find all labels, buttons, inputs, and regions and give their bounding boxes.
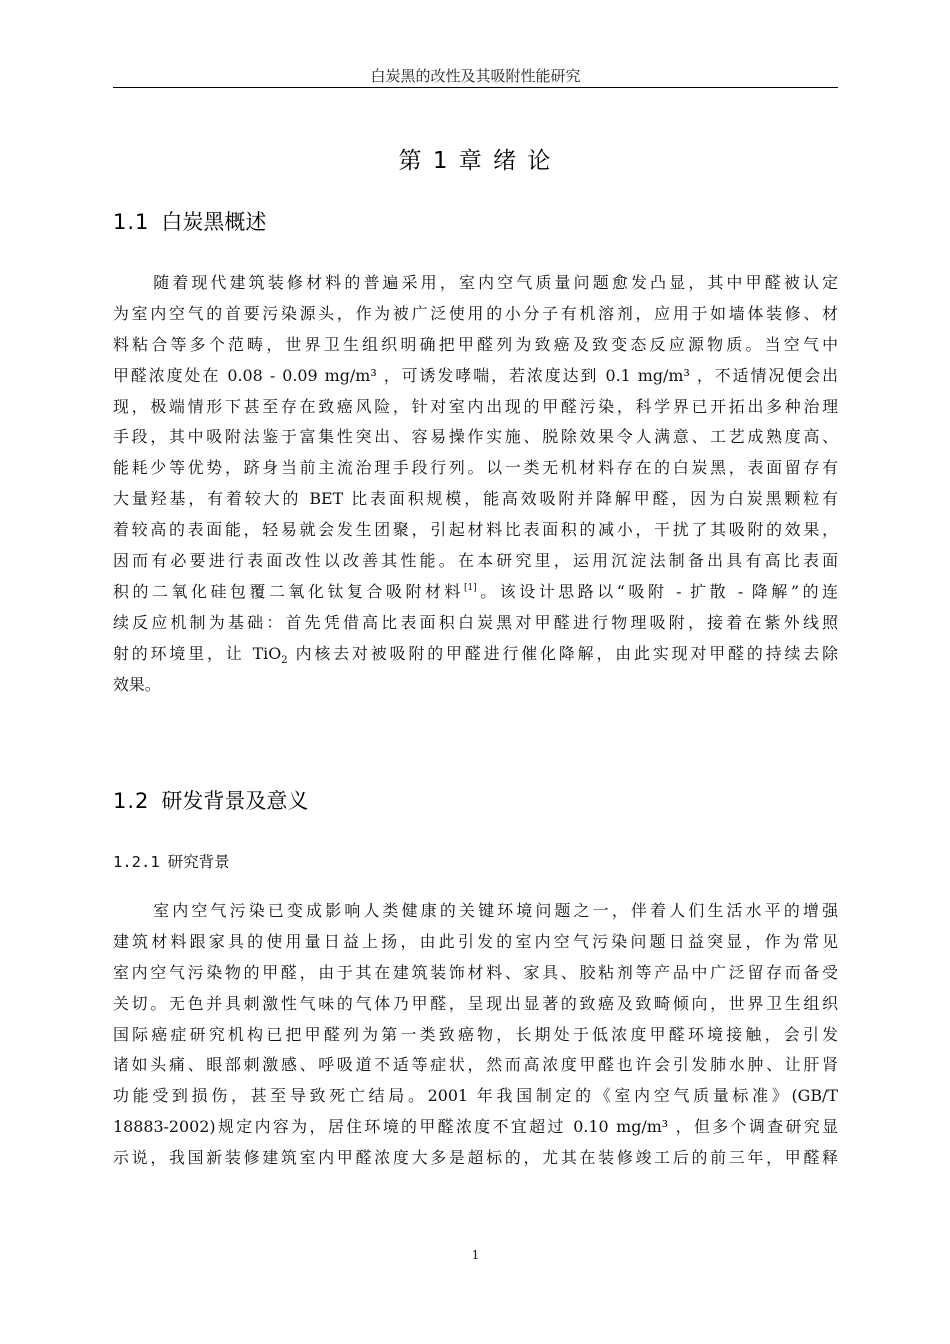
- section-heading-1-1: [113, 208, 266, 236]
- paragraph-line: 随着现代建筑装修材料的普遍采用，室内空气质量问题愈发凸显，其中甲醛被认定: [150, 273, 838, 292]
- paragraph-line: 积的二氧化硅包覆二氧化钛复合吸附材料[1]。该设计思路以“吸附 - 扩散 - 降解”的连: [113, 581, 838, 601]
- paragraph-line: 手段，其中吸附法鉴于富集性突出、容易操作实施、脱除效果令人满意、工艺成熟度高、: [113, 427, 838, 447]
- paragraph-line: 诸如头痛、眼部刺激感、呼吸道不适等症状，然而高浓度甲醛也许会引发肺水肿、让肝肾: [113, 1055, 838, 1075]
- running-header: 白炭黑的改性及其吸附性能研究: [370, 67, 581, 85]
- subsection-heading-1-2-1: [113, 851, 230, 873]
- paragraph-line: 室内空气污染物的甲醛，由于其在建筑装饰材料、家具、胶粘剂等产品中广泛留存而备受: [113, 962, 838, 982]
- section-title: 白炭黑概述: [161, 210, 267, 234]
- paragraph-line: 因而有必要进行表面改性以改善其性能。在本研究里，运用沉淀法制备出具有高比表面: [113, 551, 838, 571]
- section-heading-1-2: [113, 787, 308, 815]
- paragraph-line: 着较高的表面能，轻易就会发生团聚，引起材料比表面积的减小，干扰了其吸附的效果，: [113, 520, 838, 540]
- paragraph-line: 为室内空气的首要污染源头，作为被广泛使用的小分子有机溶剂，应用于如墙体装修、材: [113, 303, 838, 323]
- paragraph-line: 续反应机制为基础：首先凭借高比表面积白炭黑对甲醛进行物理吸附，接着在紫外线照: [113, 612, 838, 632]
- paragraph-line: 现，极端情形下甚至存在致癌风险，针对室内出现的甲醛污染，科学界已开拓出多种治理: [113, 396, 838, 416]
- paragraph-line: 甲醛浓度处在 0.08 - 0.09 mg/m³ ，可诱发哮喘，若浓度达到 0.1 mg/m³ ，不适情况便会出: [113, 365, 838, 385]
- subsection-number: 1.2.1: [113, 853, 160, 871]
- citation-ref[interactable]: [1]: [463, 582, 477, 593]
- paragraph-line: 示说，我国新装修建筑室内甲醛浓度大多是超标的，尤其在装修竣工后的前三年，甲醛释: [113, 1148, 838, 1168]
- paragraph-line: 效果。: [113, 674, 161, 694]
- subsection-title: 研究背景: [167, 853, 230, 871]
- paragraph-research-background: [113, 896, 838, 1174]
- paragraph-line: 功能受到损伤，甚至导致死亡结局。2001 年我国制定的《室内空气质量标准》(GB/T: [113, 1086, 838, 1106]
- chapter-title: 第 1 章 绪 论: [398, 148, 553, 174]
- header-rule: [113, 87, 838, 88]
- page-number: 1: [471, 1247, 480, 1262]
- paragraph-line: 室内空气污染已变成影响人类健康的关键环境问题之一，伴着人们生活水平的增强: [150, 901, 838, 920]
- paragraph-line: 射的环境里，让 TiO$_2$ 内核去对被吸附的甲醛进行催化降解，由此实现对甲醛的持续去除: [113, 643, 838, 666]
- paragraph-line: 关切。无色并具刺激性气味的气体乃甲醛，呈现出显著的致癌及致畸倾向，世界卫生组织: [113, 993, 838, 1013]
- section-number: 1.1: [113, 210, 150, 234]
- paragraph-line: 大量羟基，有着较大的 BET 比表面积规模，能高效吸附并降解甲醛，因为白炭黑颗粒有: [113, 489, 838, 509]
- section-title: 研发背景及意义: [161, 789, 309, 813]
- paragraph-line: 国际癌症研究机构已把甲醛列为第一类致癌物，长期处于低浓度甲醛环境接触，会引发: [113, 1024, 838, 1044]
- paragraph-line: 建筑材料跟家具的使用量日益上扬，由此引发的室内空气污染问题日益突显，作为常见: [113, 931, 838, 951]
- paragraph-whitecarbon-overview: [113, 268, 838, 700]
- section-number: 1.2: [113, 789, 150, 813]
- paragraph-line: 料粘合等多个范畴，世界卫生组织明确把甲醛列为致癌及致变态反应源物质。当空气中: [113, 334, 838, 354]
- paragraph-line: 18883-2002)规定内容为，居住环境的甲醛浓度不宜超过 0.10 mg/m³ ，但多个调查研究显: [113, 1117, 838, 1137]
- paragraph-line: 能耗少等优势，跻身当前主流治理手段行列。以一类无机材料存在的白炭黑，表面留存有: [113, 458, 838, 478]
